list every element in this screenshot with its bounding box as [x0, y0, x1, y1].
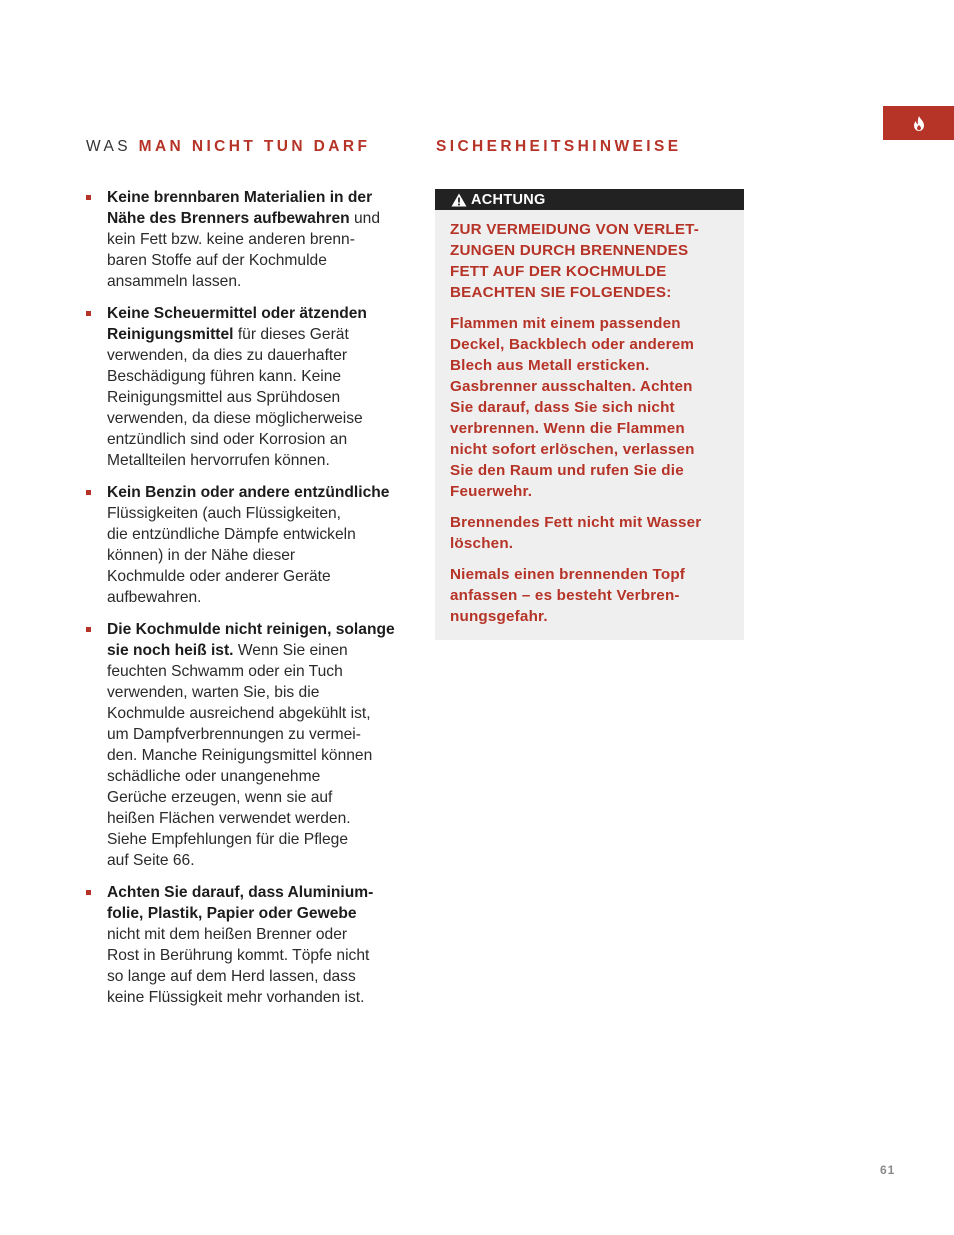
warning-line: Sie den Raum und rufen Sie die: [450, 462, 684, 479]
warning-paragraph: [450, 512, 730, 554]
warning-header: [435, 189, 744, 210]
warning-line: ZUNGEN DURCH BRENNENDES: [450, 242, 689, 259]
text: Gerüche erzeugen, wenn sie auf: [107, 789, 333, 806]
text: Kochmulde ausreichend abgekühlt ist,: [107, 705, 371, 722]
bullet-square-icon: [86, 490, 91, 495]
text: Metallteilen hervorrufen können.: [107, 452, 330, 469]
title-emphasis: MAN NICHT TUN DARF: [138, 138, 371, 155]
text: können) in der Nähe dieser: [107, 547, 296, 564]
bold-text: Kein Benzin oder andere entzündliche: [107, 484, 390, 501]
text: die entzündliche Dämpfe entwickeln: [107, 526, 356, 543]
title-prefix: WAS: [86, 138, 131, 155]
bullet-square-icon: [86, 890, 91, 895]
warning-line: Flammen mit einem passenden: [450, 315, 681, 332]
warning-line: Deckel, Backblech oder anderem: [450, 336, 695, 353]
warning-triangle-icon: [451, 193, 467, 207]
warning-label: ACHTUNG: [471, 191, 546, 208]
list-item-text: [107, 187, 416, 292]
bold-text: folie, Plastik, Papier oder Gewebe: [107, 905, 357, 922]
bold-text: sie noch heiß ist.: [107, 642, 234, 659]
warning-paragraph: [450, 219, 730, 303]
text: baren Stoffe auf der Kochmulde: [107, 252, 327, 269]
warning-line: Niemals einen brennenden Topf: [450, 566, 686, 583]
bold-text: Keine Scheuermittel oder ätzenden: [107, 305, 367, 322]
warning-line: löschen.: [450, 535, 514, 552]
text: kein Fett bzw. keine anderen brenn-: [107, 231, 355, 248]
text: Kochmulde oder anderer Geräte: [107, 568, 331, 585]
text: aufbewahren.: [107, 589, 202, 606]
warning-line: verbrennen. Wenn die Flammen: [450, 420, 685, 437]
text: ansammeln lassen.: [107, 273, 242, 290]
text: auf Seite 66.: [107, 852, 195, 869]
section-tab: [883, 106, 954, 140]
warning-line: Feuerwehr.: [450, 483, 533, 500]
warning-line: Sie darauf, dass Sie sich nicht: [450, 399, 675, 416]
list-item-text: [107, 882, 416, 1008]
text: heißen Flächen verwendet werden.: [107, 810, 351, 827]
text: Wenn Sie einen: [233, 642, 348, 659]
text: verwenden, da diese möglicherweise: [107, 410, 363, 427]
list-item: [86, 482, 416, 608]
bullet-square-icon: [86, 195, 91, 200]
warning-line: anfassen – es besteht Verbren-: [450, 587, 680, 604]
list-item-text: [107, 482, 416, 608]
bullet-square-icon: [86, 627, 91, 632]
text: den. Manche Reinigungsmittel können: [107, 747, 373, 764]
warning-line: Gasbrenner ausschalten. Achten: [450, 378, 693, 395]
bold-text: Reinigungsmittel: [107, 326, 234, 343]
flame-icon: [913, 116, 925, 131]
right-column-title: SICHERHEITSHINWEISE: [436, 138, 682, 155]
text: und: [349, 210, 381, 227]
text: für dieses Gerät: [233, 326, 349, 343]
text: Flüssigkeiten (auch Flüssigkeiten,: [107, 505, 342, 522]
warning-line: nungsgefahr.: [450, 608, 548, 625]
text: so lange auf dem Herd lassen, dass: [107, 968, 356, 985]
bold-text: Nähe des Brenners aufbewahren: [107, 210, 350, 227]
bold-text: Achten Sie darauf, dass Aluminium-: [107, 884, 374, 901]
text: Beschädigung führen kann. Keine: [107, 368, 342, 385]
bullet-square-icon: [86, 311, 91, 316]
list-item: [86, 882, 416, 1008]
text: verwenden, warten Sie, bis die: [107, 684, 320, 701]
text: feuchten Schwamm oder ein Tuch: [107, 663, 343, 680]
bold-text: Die Kochmulde nicht reinigen, solange: [107, 621, 395, 638]
warning-line: BEACHTEN SIE FOLGENDES:: [450, 284, 672, 301]
warning-line: Blech aus Metall ersticken.: [450, 357, 650, 374]
prohibition-list: [86, 187, 416, 1019]
text: nicht mit dem heißen Brenner oder: [107, 926, 348, 943]
text: keine Flüssigkeit mehr vorhanden ist.: [107, 989, 365, 1006]
bold-text: Keine brennbaren Materialien in der: [107, 189, 373, 206]
left-column-title: [86, 138, 370, 156]
text: entzündlich sind oder Korrosion an: [107, 431, 348, 448]
warning-body: [435, 210, 744, 627]
page-number: 61: [880, 1163, 896, 1177]
warning-line: ZUR VERMEIDUNG VON VERLET-: [450, 221, 700, 238]
list-item-text: [107, 619, 416, 871]
warning-paragraph: [450, 564, 730, 627]
warning-box: [435, 189, 744, 640]
warning-line: nicht sofort erlöschen, verlassen: [450, 441, 695, 458]
list-item: [86, 619, 416, 871]
text: Reinigungsmittel aus Sprühdosen: [107, 389, 341, 406]
text: Siehe Empfehlungen für die Pflege: [107, 831, 349, 848]
warning-paragraph: [450, 313, 730, 502]
list-item: [86, 187, 416, 292]
warning-line: Brennendes Fett nicht mit Wasser: [450, 514, 702, 531]
text: schädliche oder unangenehme: [107, 768, 321, 785]
text: um Dampfverbrennungen zu vermei-: [107, 726, 361, 743]
text: verwenden, da dies zu dauerhafter: [107, 347, 348, 364]
warning-line: FETT AUF DER KOCHMULDE: [450, 263, 667, 280]
list-item-text: [107, 303, 416, 471]
list-item: [86, 303, 416, 471]
text: Rost in Berührung kommt. Töpfe nicht: [107, 947, 370, 964]
